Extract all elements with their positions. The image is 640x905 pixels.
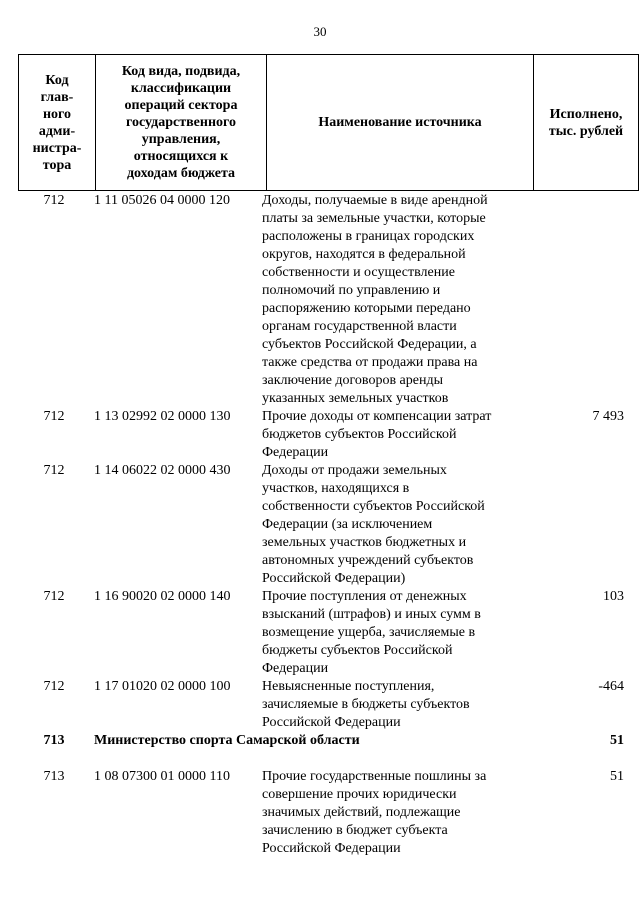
table-row bbox=[18, 192, 640, 408]
classification-code-cell: 1 13 02992 02 0000 130 bbox=[94, 409, 231, 424]
executed-amount-cell: 7 493 bbox=[592, 409, 624, 424]
header-source-name: Наименование источника bbox=[267, 55, 534, 191]
source-name-line: заключение договоров аренды bbox=[262, 373, 444, 388]
classification-code-cell: 1 08 07300 01 0000 110 bbox=[94, 769, 230, 784]
source-name-line: указанных земельных участков bbox=[262, 391, 449, 406]
source-name-line: округов, находятся в федеральной bbox=[262, 247, 466, 262]
source-name-cell bbox=[260, 750, 524, 858]
admin-code-cell: 712 bbox=[43, 463, 65, 478]
source-name-line: распоряжению которыми передано bbox=[262, 301, 471, 316]
source-name-line: Прочие поступления от денежных bbox=[262, 589, 467, 604]
table-row bbox=[18, 408, 640, 462]
header-admin-line: глав- bbox=[40, 89, 74, 105]
source-name-line: платы за земельные участки, которые bbox=[262, 211, 486, 226]
header-admin-line: нистра- bbox=[32, 140, 82, 156]
header-code-line: доходам бюджета bbox=[126, 166, 236, 181]
source-name-line: Федерации (за исключением bbox=[262, 517, 433, 532]
header-admin-line: адми- bbox=[38, 123, 76, 139]
executed-amount-cell bbox=[524, 462, 640, 588]
ministry-title: Министерство спорта Самарской области bbox=[94, 733, 360, 748]
source-name-line: Невыясненные поступления, bbox=[262, 679, 435, 694]
header-amount-line: Исполнено, bbox=[549, 106, 623, 122]
source-name-cell bbox=[260, 192, 524, 408]
source-name-cell bbox=[260, 678, 524, 732]
source-name-line: Федерации bbox=[262, 661, 329, 676]
header-admin-line: ного bbox=[42, 106, 72, 122]
executed-amount-cell: 103 bbox=[603, 589, 624, 604]
source-name-cell bbox=[260, 588, 524, 678]
admin-code-cell: 713 bbox=[43, 769, 65, 784]
ministry-row bbox=[18, 732, 640, 750]
source-name-line: Российской Федерации) bbox=[262, 571, 406, 586]
classification-code-cell: 1 14 06022 02 0000 430 bbox=[94, 463, 231, 478]
source-name-line: Федерации bbox=[262, 445, 329, 460]
source-name-line: Российской Федерации bbox=[262, 715, 401, 730]
header-code-line: государственного bbox=[125, 115, 237, 130]
source-name-cell bbox=[260, 408, 524, 462]
source-name-line: органам государственной власти bbox=[262, 319, 457, 334]
source-name-line: значимых действий, подлежащие bbox=[262, 805, 461, 820]
source-name-line: субъектов Российской Федерации, а bbox=[262, 337, 477, 352]
admin-code-cell: 712 bbox=[43, 193, 65, 208]
source-name-line: бюджеты субъектов Российской bbox=[262, 643, 453, 658]
executed-amount-cell: -464 bbox=[598, 679, 624, 694]
source-name-line: Прочие государственные пошлины за bbox=[262, 769, 487, 784]
header-code-line: Код вида, подвида, bbox=[121, 64, 241, 79]
header-code-line: операций сектора bbox=[124, 98, 238, 113]
header-code-line: классификации bbox=[130, 81, 232, 96]
source-name-line: также средства от продажи права на bbox=[262, 355, 478, 370]
header-admin-line: Код bbox=[45, 72, 69, 88]
header-admin-code bbox=[19, 55, 96, 191]
source-name-line: Доходы, получаемые в виде арендной bbox=[262, 193, 488, 208]
source-name-cell bbox=[260, 462, 524, 588]
classification-code-cell: 1 11 05026 04 0000 120 bbox=[94, 193, 230, 208]
source-name-line: возмещение ущерба, зачисляемые в bbox=[262, 625, 476, 640]
ministry-admin-code: 713 bbox=[43, 733, 65, 748]
classification-code-cell: 1 17 01020 02 0000 100 bbox=[94, 679, 231, 694]
table-row bbox=[18, 750, 640, 858]
table-header bbox=[18, 54, 639, 191]
source-name-line: Прочие доходы от компенсации затрат bbox=[262, 409, 492, 424]
table-row bbox=[18, 678, 640, 732]
source-name-line: собственности и осуществление bbox=[262, 265, 455, 280]
source-name-line: совершение прочих юридически bbox=[262, 787, 457, 802]
header-amount-line: тыс. рублей bbox=[548, 123, 624, 139]
header-executed-amount bbox=[534, 55, 639, 191]
header-code-line: относящихся к bbox=[133, 149, 229, 164]
source-name-line: расположены в границах городских bbox=[262, 229, 475, 244]
source-name-line: зачислению в бюджет субъекта bbox=[262, 823, 448, 838]
revenue-rows bbox=[18, 192, 640, 858]
page-number: 30 bbox=[313, 24, 327, 39]
source-name-line: земельных участков бюджетных и bbox=[262, 535, 467, 550]
table-row bbox=[18, 462, 640, 588]
executed-amount-cell: 51 bbox=[610, 769, 624, 784]
admin-code-cell: 712 bbox=[43, 589, 65, 604]
admin-code-cell: 712 bbox=[43, 409, 65, 424]
source-name-line: Доходы от продажи земельных bbox=[262, 463, 447, 478]
ministry-total-amount: 51 bbox=[610, 733, 624, 748]
header-classification-code bbox=[96, 55, 267, 191]
source-name-line: зачисляемые в бюджеты субъектов bbox=[262, 697, 470, 712]
header-code-line: управления, bbox=[141, 132, 221, 147]
classification-code-cell: 1 16 90020 02 0000 140 bbox=[94, 589, 231, 604]
source-name-line: участков, находящихся в bbox=[262, 481, 410, 496]
source-name-line: собственности субъектов Российской bbox=[262, 499, 485, 514]
source-name-line: автономных учреждений субъектов bbox=[262, 553, 474, 568]
source-name-line: Российской Федерации bbox=[262, 841, 401, 856]
executed-amount-cell bbox=[524, 192, 640, 408]
revenue-table bbox=[18, 192, 640, 858]
admin-code-cell: 712 bbox=[43, 679, 65, 694]
source-name-line: полномочий по управлению и bbox=[262, 283, 441, 298]
header-admin-line: тора bbox=[42, 157, 72, 173]
table-row bbox=[18, 588, 640, 678]
source-name-line: взысканий (штрафов) и иных сумм в bbox=[262, 607, 481, 622]
source-name-line: бюджетов субъектов Российской bbox=[262, 427, 457, 442]
